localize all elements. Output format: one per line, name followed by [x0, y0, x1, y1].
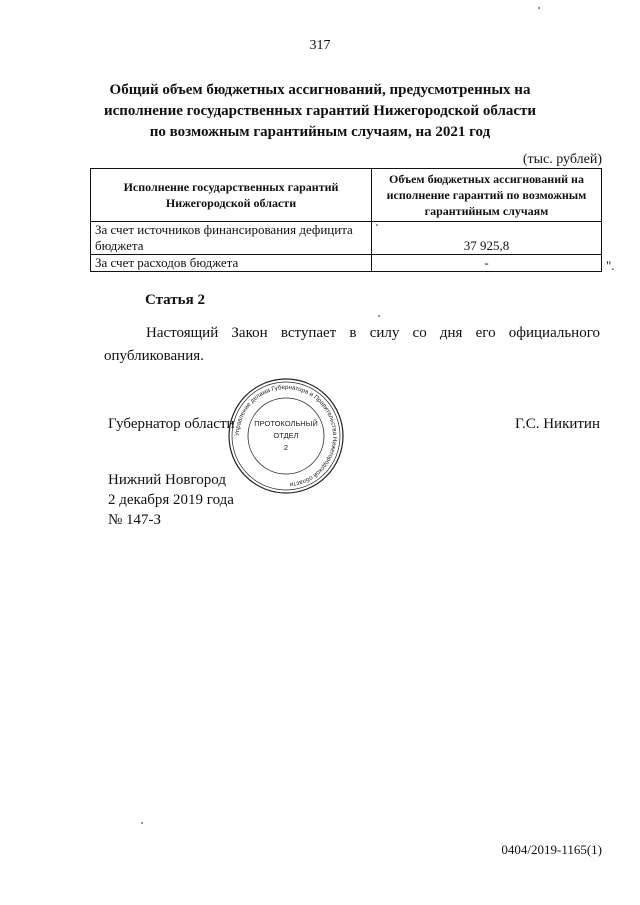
- city: Нижний Новгород: [108, 472, 226, 488]
- scan-speck: [376, 224, 378, 226]
- table-cell-label: За счет расходов бюджета: [91, 255, 372, 272]
- document-title: Общий объем бюджетных ассигнований, предусмотренных на исполнение государственных гарантий Нижегородской области по возможным гарантийным случаям, на 2021 год: [103, 82, 537, 140]
- units-label: (тыс. рублей): [522, 152, 602, 167]
- table-header-row: [91, 169, 602, 222]
- official-seal: [226, 376, 346, 496]
- table-cell-label: За счет источников финансирования дефицита бюджета: [91, 222, 372, 255]
- closing-quote: ".: [606, 258, 615, 273]
- law-number: № 147-З: [108, 512, 162, 528]
- seal-center-text: 2: [283, 443, 289, 452]
- table-cell-value: -: [372, 255, 602, 272]
- page-number: 317: [309, 38, 331, 53]
- footer-document-code: 0404/2019-1165(1): [501, 842, 602, 857]
- seal-center-text: ОТДЕЛ: [273, 431, 299, 440]
- scan-speck: [538, 7, 540, 9]
- law-text-paragraph: Настоящий Закон вступает в силу со дня его официального опубликования.: [104, 325, 600, 364]
- date: 2 декабря 2019 года: [108, 492, 234, 508]
- seal-ring-text: Управление делами Губернатора и Правительства Нижегородской области: [233, 383, 339, 488]
- scan-speck: [378, 315, 380, 317]
- budget-table: [90, 168, 602, 272]
- seal-center-text: ПРОТОКОЛЬНЫЙ: [254, 419, 318, 428]
- signatory-name: Г.С. Никитин: [514, 416, 600, 432]
- table-cell-value: 37 925,8: [372, 222, 602, 255]
- signatory-title: Губернатор области: [108, 416, 235, 432]
- table-header-cell: Исполнение государственных гарантий Нижегородской области: [91, 169, 372, 222]
- scan-speck: [141, 822, 143, 824]
- table-row: [91, 222, 602, 255]
- article-heading: Статья 2: [145, 292, 205, 308]
- table-header-cell: Объем бюджетных ассигнований на исполнение гарантий по возможным гарантийным случаям: [372, 169, 602, 222]
- table-row: [91, 255, 602, 272]
- place-date-block: [108, 470, 234, 530]
